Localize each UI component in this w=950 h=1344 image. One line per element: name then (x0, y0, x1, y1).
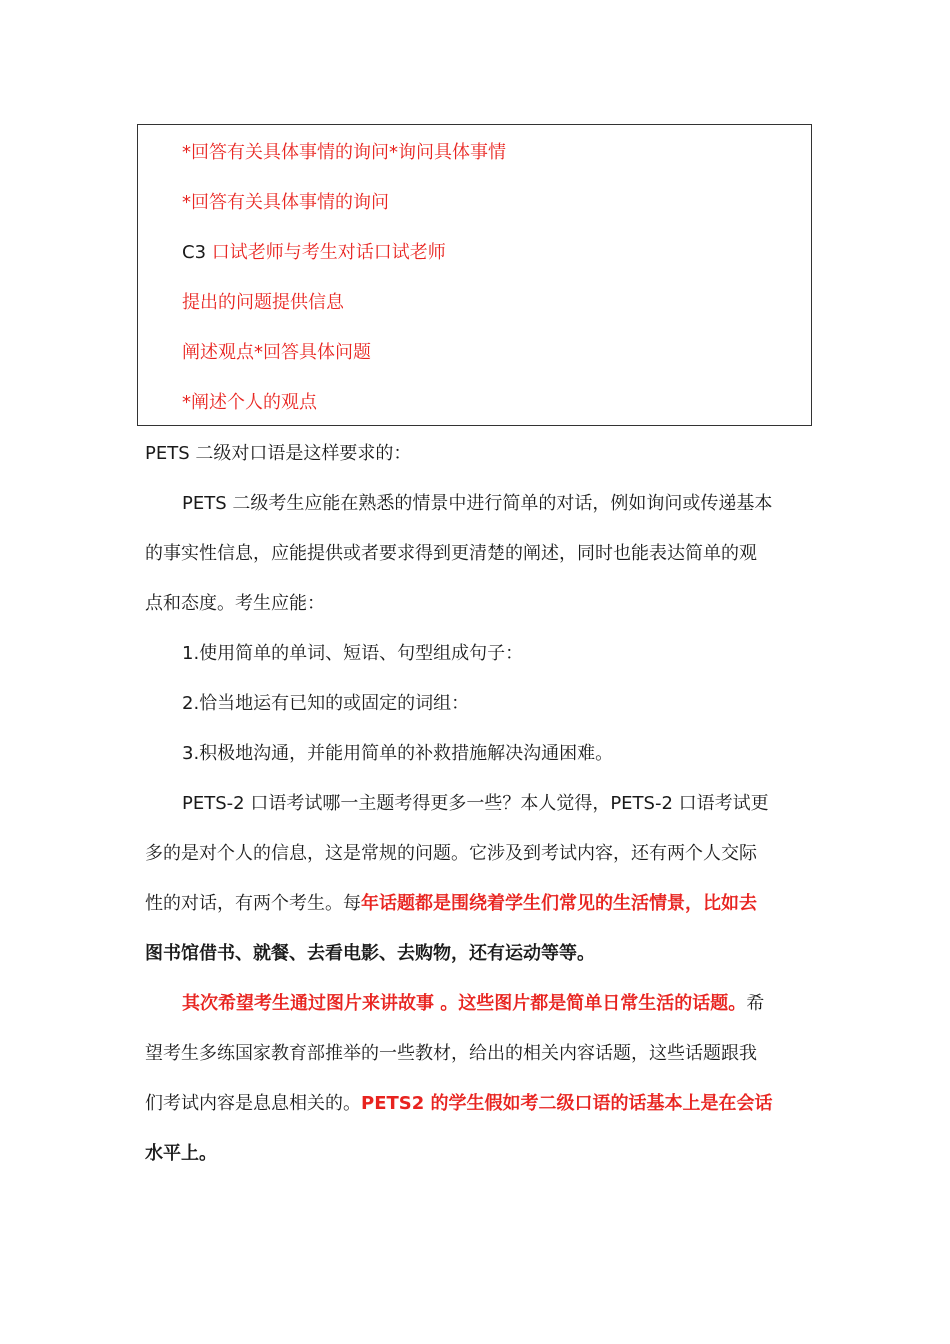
paragraph-3-line-3-normal: 们考试内容是息息相关的。 (145, 1093, 361, 1114)
box-line-5: 阐述观点*回答具体问题 (182, 342, 371, 363)
paragraph-3-line-3 (145, 1092, 773, 1116)
box-line-3-prefix: C3 (182, 242, 212, 263)
box-line-3 (182, 241, 446, 265)
paragraph-2-line-1: PETS-2 口语考试哪一主题考得更多一些？本人觉得，PETS-2 口语考试更 (182, 793, 769, 814)
paragraph-1-line-1: PETS 二级考生应能在熟悉的情景中进行简单的对话，例如询问或传递基本 (182, 493, 773, 514)
paragraph-3-line-3-highlight: PETS2 的学生假如考二级口语的话基本上是在会话 (361, 1093, 773, 1114)
list-item-1: 1.使用简单的单词、短语、句型组成句子： (182, 643, 524, 664)
paragraph-2-line-2: 多的是对个人的信息，这是常规的问题。它涉及到考试内容，还有两个人交际 (145, 843, 757, 864)
paragraph-3-line-1 (182, 992, 764, 1016)
box-line-2: *回答有关具体事情的询问 (182, 192, 389, 213)
paragraph-2-line-3-highlight: 年话题都是围绕着学生们常见的生活情景，比如去 (361, 893, 757, 914)
paragraph-1-line-2: 的事实性信息，应能提供或者要求得到更清楚的阐述，同时也能表达简单的观 (145, 543, 757, 564)
paragraph-2-line-3 (145, 892, 757, 916)
box-line-3-text: 口试老师与考生对话口试老师 (211, 242, 446, 263)
paragraph-1-line-3: 点和态度。考生应能： (145, 593, 325, 614)
box-line-1: *回答有关具体事情的询问*询问具体事情 (182, 142, 506, 163)
paragraph-3-line-1-highlight: 其次希望考生通过图片来讲故事 。这些图片都是简单日常生活的话题。 (182, 993, 747, 1014)
paragraph-2-line-3-normal: 性的对话，有两个考生。每 (145, 893, 361, 914)
exam-format-box (137, 124, 812, 426)
list-item-3: 3.积极地沟通，并能用简单的补救措施解决沟通困难。 (182, 743, 614, 764)
box-line-6: *阐述个人的观点 (182, 392, 317, 413)
paragraph-3-line-1-normal: 希 (746, 993, 765, 1014)
box-line-4: 提出的问题提供信息 (182, 292, 344, 313)
paragraph-3-line-2: 望考生多练国家教育部推举的一些教材，给出的相关内容话题，这些话题跟我 (145, 1043, 757, 1064)
list-item-2: 2.恰当地运有已知的或固定的词组： (182, 693, 470, 714)
paragraph-3-line-4-highlight: 水平上。 (145, 1143, 217, 1164)
intro-line: PETS 二级对口语是这样要求的： (145, 443, 412, 464)
paragraph-2-line-4-highlight: 图书馆借书、就餐、去看电影、去购物，还有运动等等。 (145, 943, 595, 964)
